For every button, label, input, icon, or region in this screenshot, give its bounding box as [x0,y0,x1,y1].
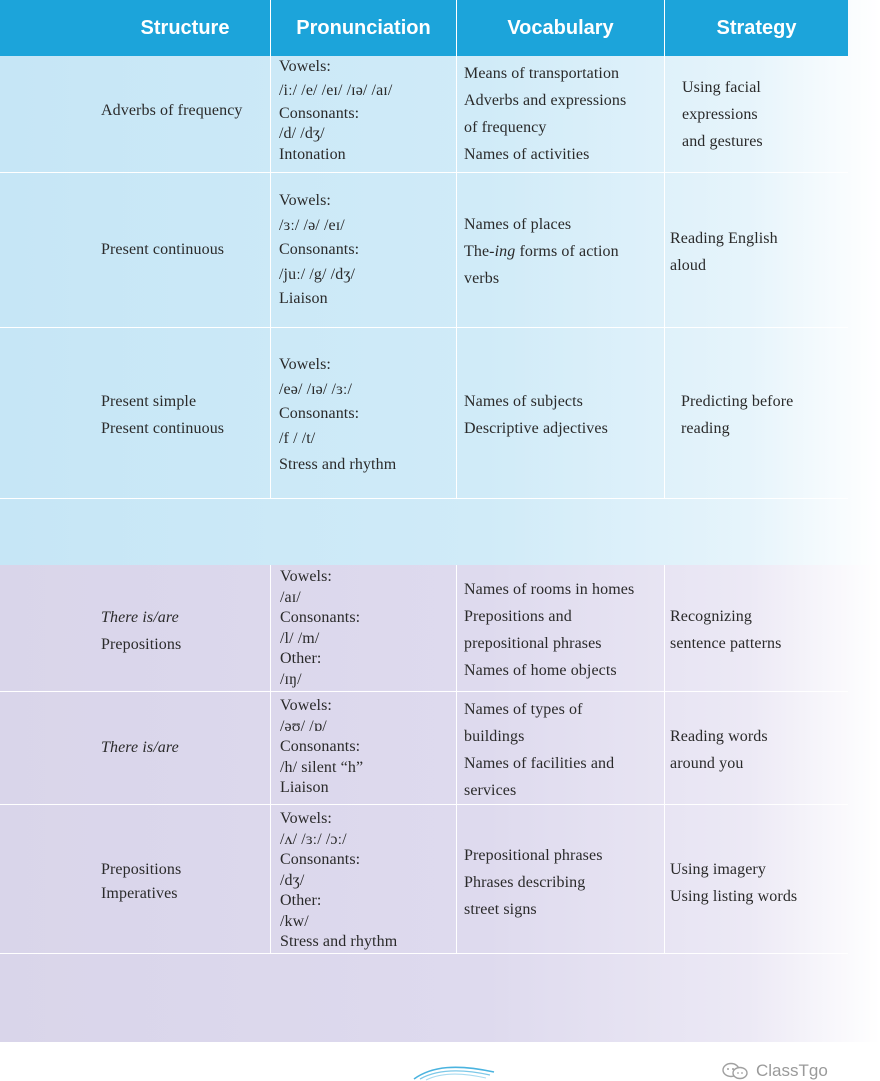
pronunciation-line: Consonants: [279,104,360,122]
row-5-vocabulary [464,696,614,804]
structure-line: Imperatives [101,885,178,902]
vocabulary-ing-italic: ing [494,243,516,260]
pronunciation-line: Vowels: [280,568,332,585]
strategy-line: Reading English [670,230,778,247]
pronunciation-line: /kw/ [280,912,309,930]
strategy-line: Reading words [670,728,768,745]
strategy-line: and gestures [682,133,763,150]
pronunciation-line: /juː/ /g/ /dʒ/ [279,265,356,283]
grid-line [0,691,848,692]
vocabulary-line: of frequency [464,119,547,136]
strategy-line: Using imagery [670,861,766,878]
vocabulary-line: buildings [464,728,525,745]
grid-line [0,953,848,954]
vocabulary-line: Names of subjects [464,393,584,410]
vocabulary-line: street signs [464,901,537,918]
pronunciation-line: Intonation [279,145,346,163]
row-3-pronunciation [279,353,396,478]
structure-line: Prepositions [101,861,182,878]
strategy-line: around you [670,755,744,772]
vocabulary-line: Names of facilities and [464,755,615,772]
structure-line: There is/are [101,609,179,626]
grid-line [664,0,665,498]
watermark-text: ClassTgo [756,1060,828,1080]
strategy-line: expressions [682,106,758,123]
row-2-strategy [670,225,778,279]
pronunciation-line: /l/ /m/ [280,629,320,647]
strategy-line: Using facial [682,79,761,96]
pronunciation-line: Consonants: [280,609,361,626]
row-1-pronunciation [279,57,392,165]
row-4-strategy [670,603,781,657]
vocabulary-rest: forms of action [515,243,619,260]
row-6-vocabulary [464,842,603,923]
row-3-strategy [681,388,793,442]
row-2-structure [101,239,224,261]
pronunciation-line: Vowels: [279,356,331,373]
vocabulary-line: Names of places [464,216,572,233]
grid-line [270,0,271,498]
structure-line: Present continuous [101,420,225,437]
pronunciation-line: Stress and rhythm [280,933,398,950]
header-vocabulary: Vocabulary [507,16,614,39]
structure-line: Adverbs of frequency [101,102,243,119]
structure-line: Present simple [101,393,197,410]
row-1-vocabulary [464,60,626,168]
vocabulary-line: Adverbs and expressions [464,92,627,109]
row-1-structure [101,100,243,122]
strategy-line: reading [681,420,730,437]
vocabulary-line: verbs [464,270,500,287]
pronunciation-line: Vowels: [280,697,332,714]
vocabulary-line: Descriptive adjectives [464,420,608,437]
structure-line: Prepositions [101,636,182,653]
row-6-pronunciation [280,809,397,953]
pronunciation-line: /ʌ/ /ɜː/ /ɔː/ [280,830,347,848]
pronunciation-line: Consonants: [280,738,361,755]
vocabulary-line: prepositional phrases [464,635,602,652]
pronunciation-line: Vowels: [279,192,331,209]
row-6-strategy [670,856,797,910]
row-3-vocabulary [464,388,608,442]
row-4-pronunciation [280,567,360,690]
pronunciation-line: /h/ silent “h” [280,758,364,776]
pronunciation-line: /dʒ/ [280,871,305,889]
pronunciation-line: Vowels: [280,810,332,827]
pronunciation-line: Other: [280,650,322,667]
grid-line [664,565,665,953]
structure-line: There is/are [101,739,179,756]
pronunciation-line: /ɪŋ/ [280,670,302,688]
row-4-structure [101,604,181,658]
row-4-vocabulary [464,576,634,684]
header-pronunciation: Pronunciation [296,16,431,39]
grid-line [0,804,848,805]
watermark [720,1060,828,1081]
row-5-pronunciation [280,696,363,799]
vocabulary-prefix: The- [464,243,495,260]
structure-line: Present continuous [101,241,225,258]
vocabulary-line: Names of activities [464,146,590,163]
row-1-strategy [682,74,763,155]
vocabulary-line: Prepositional phrases [464,847,603,864]
pronunciation-line: /f / /t/ [279,429,316,447]
vocabulary-line: Names of types of [464,701,583,718]
pronunciation-line: /eə/ /ɪə/ /ɜː/ [279,380,352,398]
pronunciation-line: Other: [280,892,322,909]
pronunciation-line: Consonants: [279,405,360,422]
pronunciation-line: /əʊ/ /ɒ/ [280,717,327,735]
pronunciation-line: Consonants: [279,241,360,258]
vocabulary-line: Phrases describing [464,874,586,891]
strategy-line: sentence patterns [670,635,782,652]
header-structure: Structure [140,16,230,39]
pronunciation-line: Consonants: [280,851,361,868]
pronunciation-line: /aɪ/ [280,588,301,606]
strategy-line: Using listing words [670,888,798,905]
pronunciation-line: Vowels: [279,58,331,75]
vocabulary-line: Means of transportation [464,65,620,82]
row-5-structure [101,737,179,759]
pronunciation-line: Liaison [279,290,328,307]
header-strategy: Strategy [716,16,797,39]
pronunciation-line: /iː/ /e/ /eɪ/ /ɪə/ /aɪ/ [279,81,393,99]
grid-line [456,565,457,953]
row-6-structure [101,858,181,906]
table-header-row [0,0,848,56]
strategy-line: Predicting before [681,393,794,410]
vocabulary-line: Prepositions and [464,608,572,625]
grid-line [0,327,848,328]
row-5-strategy [670,723,768,777]
row-2-pronunciation [279,189,359,312]
pronunciation-line: Liaison [280,779,329,796]
row-2-vocabulary [464,211,619,292]
pronunciation-line: Stress and rhythm [279,456,397,473]
strategy-line: Recognizing [670,608,752,625]
grid-line [0,172,848,173]
strategy-line: aloud [670,257,707,274]
row-3-structure [101,388,224,442]
vocabulary-line: Names of rooms in homes [464,581,635,598]
pronunciation-line: /d/ /dʒ/ [279,125,325,142]
wechat-icon [720,1062,750,1080]
grid-line [270,565,271,953]
wave-logo-icon [412,1062,496,1081]
pronunciation-line: /ɜː/ /ə/ /eɪ/ [279,216,345,234]
vocabulary-line: Names of home objects [464,662,617,679]
grid-line [456,0,457,498]
vocabulary-line [464,238,619,265]
vocabulary-line: services [464,782,517,799]
grid-line [0,498,848,499]
